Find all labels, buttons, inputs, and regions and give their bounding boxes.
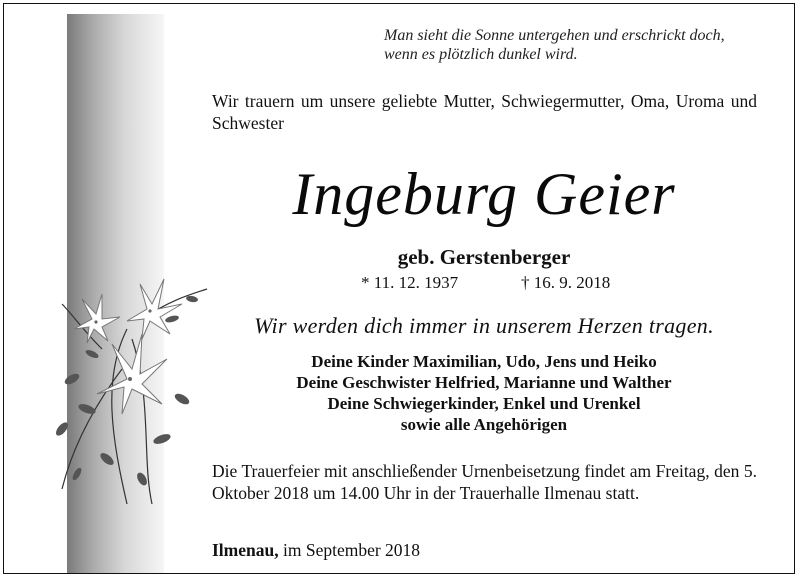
birth-name: geb. Gerstenberger — [397, 245, 571, 269]
motto-text: Wir werden dich immer in unserem Herzen tragen. — [254, 313, 714, 338]
mourners-list — [204, 351, 764, 435]
lily-bouquet-image — [32, 259, 217, 509]
quote-line: wenn es plötzlich dunkel wird. — [384, 46, 578, 63]
mourner-line: sowie alle Angehörigen — [400, 415, 568, 434]
obituary-notice — [3, 3, 795, 574]
epigraph-quote — [384, 26, 764, 64]
death-date: † 16. 9. 2018 — [521, 273, 611, 292]
quote-line: Man sieht die Sonne untergehen und erschrickt doch, — [384, 27, 725, 44]
birth-date: * 11. 12. 1937 — [361, 273, 459, 292]
deceased-name: Ingeburg Geier — [292, 161, 676, 227]
signoff-place: Ilmenau, — [212, 540, 279, 560]
signoff — [212, 539, 757, 561]
signoff-date: im September 2018 — [282, 540, 421, 560]
mourner-line: Deine Kinder Maximilian, Udo, Jens und Heiko — [311, 352, 657, 371]
mourner-line: Deine Schwiegerkinder, Enkel und Urenkel — [327, 394, 641, 413]
intro-text: Wir trauern um unsere geliebte Mutter, Schwiegermutter, Oma, Uroma und Schwester — [212, 91, 757, 133]
ceremony-text: Die Trauerfeier mit anschließender Urnenbeisetzung findet am Freitag, den 5. Oktober 2018 um 14.00 Uhr in der Trauerhalle Ilmenau statt. — [212, 461, 757, 503]
mourner-line: Deine Geschwister Helfried, Marianne und Walther — [296, 373, 672, 392]
